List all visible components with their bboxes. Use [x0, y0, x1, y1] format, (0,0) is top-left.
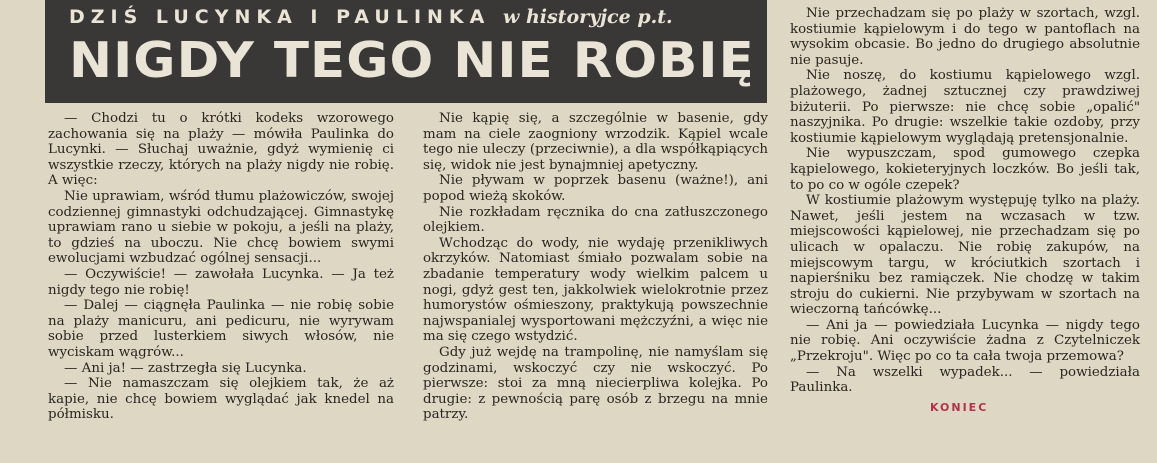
title-banner [45, 0, 767, 103]
paragraph: — Ani ja! — zastrzegła się Lucynka. [64, 360, 307, 376]
end-label: KONIEC [930, 400, 989, 414]
paragraph: — Ani ja — powiedziała Lucynka — nigdy tego nie robię. Ani oczywiście żadna z Czytelniczek „Przekroju". Więc po co ta cała twoja przemowa? [790, 317, 1140, 365]
paragraph: Wchodząc do wody, nie wydaję przenikliwych okrzyków. Natomiast śmiało pozwalam sobie na zbadanie temperatury wody wielkim palcem u nogi, gdyż gest ten, jakkolwiek wielokrotnie przez humorystów ośmieszony, praktykują powszechnie najwspanialej wysportowani mężczyźni, a więc nie ma się czego wstydzić. [423, 235, 768, 345]
paragraph: Nie noszę, do kostiumu kąpielowego wzgl. plażowego, żadnej sztucznej czy prawdziwej biżuterii. Po pierwsze: nie chcę sobie „opalić" naszyjnika. Po drugie: wszelkie takie ozdoby, przy kostiumie kąpielowym wyglądają pretensjonalnie. [790, 68, 1140, 146]
paragraph: — Oczywiście! — zawołała Lucynka. — Ja też nigdy tego nie robię! [48, 266, 394, 298]
paragraph: Nie uprawiam, wśród tłumu plażowiczów, swojej codziennej gimnastyki odchudzającej. Gimnastykę uprawiam rano u siebie w pokoju, a jeśli na plaży, to gdzieś na uboczu. Nie chcę bowiem swymi ewolucjami wzbudzać ogólnej sensacji... [48, 188, 394, 267]
paragraph: Nie rozkładam ręcznika do cna zatłuszczonego olejkiem. [423, 204, 768, 236]
paragraph: W kostiumie plażowym występuję tylko na plaży. Nawet, jeśli jestem na wczasach w tzw. miejscowości kąpielowej, nie przechadzam się po ulicach w opalaczu. Nie robię zakupów, na miejscowym targu, w króciutkich szortach i napierśniku bez ramiączek. Nie chodzę w takim stroju do cukierni. Nie przybywam w szortach na wieczorną tańcówkę... [790, 193, 1140, 318]
paragraph: Nie przechadzam się po plaży w szortach, wzgl. kostiumie kąpielowym i do tego w pantoflach na wysokim obcasie. Bo jedno do drugiego absolutnie nie pasuje. [790, 6, 1140, 68]
paragraph: Nie wypuszczam, spod gumowego czepka kąpielowego, kokieteryjnych loczków. Bo jeśli tak, to po co w ogóle czepek? [790, 146, 1140, 193]
kicker-line [69, 6, 673, 28]
paragraph: Nie pływam w poprzek basenu (ważne!), ani popod wieżą skoków. [423, 173, 768, 204]
headline: NIGDY TEGO NIE ROBIĘ [69, 32, 755, 89]
column-2 [423, 111, 768, 423]
paragraph: — Dalej — ciągnęła Paulinka — nie robię sobie na plaży manicuru, ani pedicuru, nie wyrywam sobie przed lusterkiem siwych włosów, nie wyciskam wągrów... [48, 298, 394, 360]
paragraph: — Nie namaszczam się olejkiem tak, że aż kapie, nie chcę bowiem wyglądać jak knedel na półmisku. [48, 376, 394, 423]
kicker-italic: w historyjce p.t. [502, 6, 673, 28]
column-3 [790, 6, 1140, 415]
paragraph: Nie kąpię się, a szczególnie w basenie, gdy mam na ciele zaogniony wrzodzik. Kąpiel wcale tego nie uleczy (przeciwnie), a dla współkąpiących się, widok nie jest bynajmniej apetyczny. [423, 111, 768, 173]
kicker-text: DZIŚ LUCYNKA I PAULINKA [69, 6, 491, 28]
paragraph: Gdy już wejdę na trampolinę, nie namyślam się godzinami, wskoczyć czy nie wskoczyć. Po pierwsze: stoi za mną niecierpliwa kolejka. Po drugie: z pewnością parę osób z brzegu na mnie patrzy. [423, 344, 768, 423]
column-1 [48, 111, 394, 423]
paragraph: — Chodzi tu o krótki kodeks wzorowego zachowania się na plaży — mówiła Paulinka do Lucynki. — Słuchaj uważnie, gdyż wymienię ci wszystkie rzeczy, których na plaży nigdy nie robię. A więc: [48, 111, 394, 189]
paragraph: — Na wszelki wypadek... — powiedziała Paulinka. [790, 364, 1140, 396]
